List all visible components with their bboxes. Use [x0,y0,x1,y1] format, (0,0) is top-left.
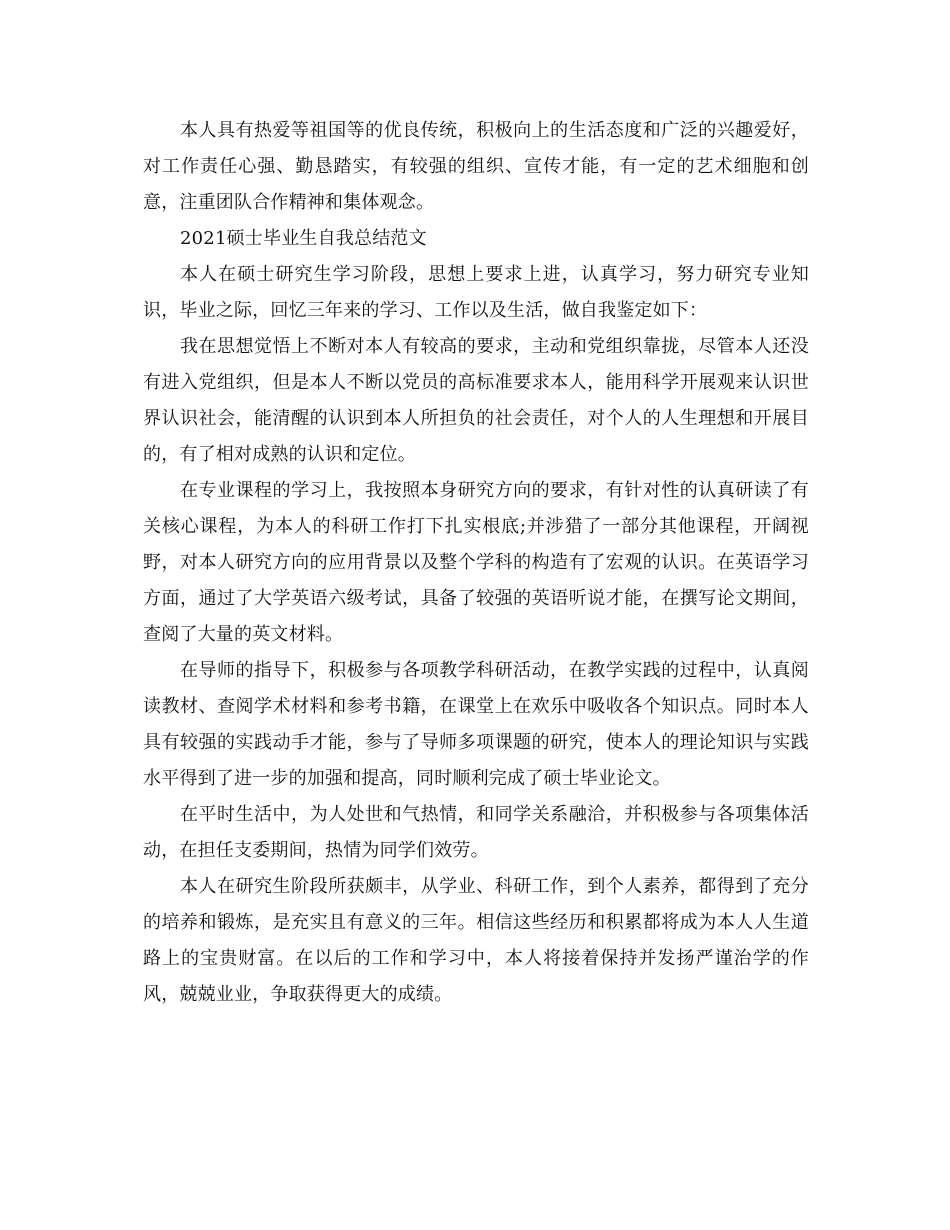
section-heading: 2021硕士毕业生自我总结范文 [180,228,427,249]
document-body [143,113,809,1013]
paragraph-life: 在平时生活中，为人处世和气热情，和同学关系融洽，并积极参与各项集体活动，在担任支委期间，热情为同学们效劳。 [143,804,809,861]
paragraph-research: 在导师的指导下，积极参与各项教学科研活动，在教学实践的过程中，认真阅读教材、查阅学术材料和参考书籍，在课堂上在欢乐中吸收各个知识点。同时本人具有较强的实践动手才能，参与了导师多项课题的研究，使本人的理论知识与实践水平得到了进一步的加强和提高，同时顺利完成了硕士毕业论文。 [143,660,809,789]
paragraph-ideology: 我在思想觉悟上不断对本人有较高的要求，主动和党组织靠拢，尽管本人还没有进入党组织，但是本人不断以党员的高标准要求本人，能用科学开展观来认识世界认识社会，能清醒的认识到本人所担负的社会责任，对个人的人生理想和开展目的，有了相对成熟的认识和定位。 [143,336,809,465]
paragraph-intro: 本人具有热爱等祖国等的优良传统，积极向上的生活态度和广泛的兴趣爱好，对工作责任心强、勤恳踏实，有较强的组织、宣传才能，有一定的艺术细胞和创意，注重团队合作精神和集体观念。 [143,120,809,213]
paragraph-overview: 本人在硕士研究生学习阶段，思想上要求上进，认真学习，努力研究专业知识，毕业之际，回忆三年来的学习、工作以及生活，做自我鉴定如下： [143,264,809,321]
paragraph-conclusion: 本人在研究生阶段所获颇丰，从学业、科研工作，到个人素养，都得到了充分的培养和锻炼，是充实且有意义的三年。相信这些经历和积累都将成为本人人生道路上的宝贵财富。在以后的工作和学习中，本人将接着保持并发扬严谨治学的作风，兢兢业业，争取获得更大的成绩。 [143,876,809,1005]
paragraph-coursework: 在专业课程的学习上，我按照本身研究方向的要求，有针对性的认真研读了有关核心课程，为本人的科研工作打下扎实根底;并涉猎了一部分其他课程，开阔视野，对本人研究方向的应用背景以及整个学科的构造有了宏观的认识。在英语学习方面，通过了大学英语六级考试，具备了较强的英语听说才能，在撰写论文期间，查阅了大量的英文材料。 [143,480,809,645]
